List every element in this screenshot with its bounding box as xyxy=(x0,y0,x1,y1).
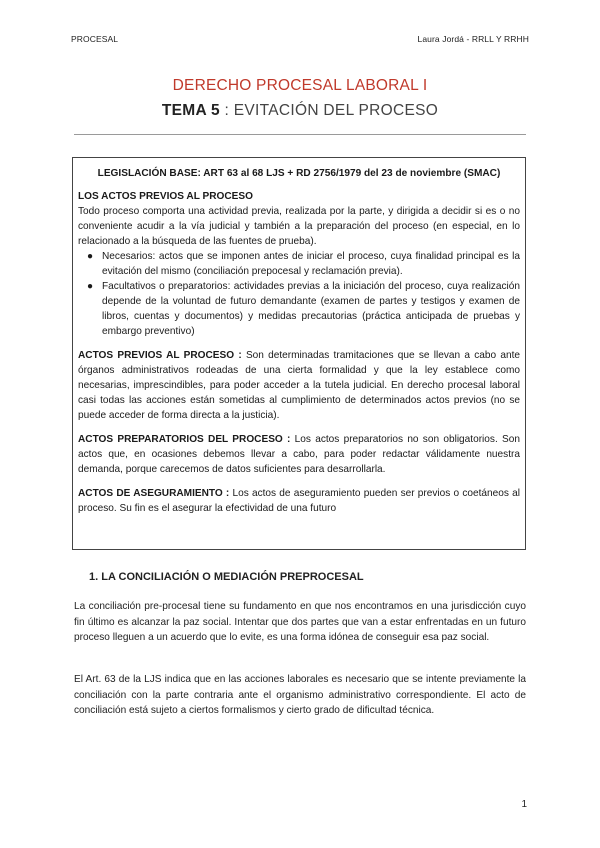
summary-box xyxy=(72,157,526,550)
document-subtitle xyxy=(0,102,600,120)
list-item-text: Facultativos o preparatorios: actividades previas a la iniciación del proceso, cuya realización depende de la voluntad de futuro demandante (examen de partes y testigos y examen de libros, cuentas y documentos) y medidas precautorias (práctica anticipada de pruebas y embargo preventivo) xyxy=(102,281,520,337)
actos-previos-heading: LOS ACTOS PREVIOS AL PROCESO xyxy=(78,191,253,202)
page-number: 1 xyxy=(521,799,527,810)
section-label: ACTOS PREPARATORIOS DEL PROCESO : xyxy=(78,434,291,445)
actos-previos-text: Todo proceso comporta una actividad previa, realizada por la parte, y dirigida a decidir si es o no conveniente acudir a la vía judicial y también a la preparación del proceso (en especial, en lo relacionado a la búsqueda de las fuentes de prueba). xyxy=(78,206,520,247)
legislation-line: LEGISLACIÓN BASE: ART 63 al 68 LJS + RD 2756/1979 del 23 de noviembre (SMAC) xyxy=(97,168,501,179)
subtitle-rest: : EVITACIÓN DEL PROCESO xyxy=(219,102,439,119)
subtitle-tema: TEMA 5 xyxy=(161,102,220,119)
paragraph-2: El Art. 63 de la LJS indica que en las acciones laborales es necesario que se intente previamente la conciliación con la parte contraria ante el organismo administrativo correspondiente. El acto de conciliación está sujeto a ciertos formalismos y cierto grado de dificultad técnica. xyxy=(74,674,526,716)
list-item xyxy=(78,249,520,279)
list-item-text: Necesarios: actos que se imponen antes de iniciar el proceso, cuya finalidad principal es la evitación del mismo (conciliación prepocesal y reclamación previa). xyxy=(102,251,520,277)
paragraph-1: La conciliación pre-procesal tiene su fundamento en que nos encontramos en una jurisdicción cuyo fin último es alcanzar la paz social. Intentar que dos partes que van a estar enfrentadas en un futuro proceso lleguen a un acuerdo que lo evite, es una forma idónea de conseguir esa paz social. xyxy=(74,601,526,643)
header-right: Laura Jordá - RRLL Y RRHH xyxy=(417,34,529,44)
header-left: PROCESAL xyxy=(71,34,119,44)
section-label: ACTOS PREVIOS AL PROCESO : xyxy=(78,350,242,361)
document-title: DERECHO PROCESAL LABORAL I xyxy=(172,77,428,94)
section-actos-preparatorios xyxy=(78,432,520,477)
section-text: Son determinadas tramitaciones que se llevan a cabo ante órganos administrativos rodeadas de una cierta formalidad y que la ley establece como necesarias, imprescindibles, para poder acceder a la tutela judicial. En derecho procesal laboral casi todas las acciones están sometidas al cumplimiento de determinados actos previos (no se puede acceder de forma directa a la justicia). xyxy=(78,350,520,421)
section-actos-previos xyxy=(78,348,520,423)
bullet-icon: ● xyxy=(87,281,94,292)
section-actos-aseguramiento xyxy=(78,486,520,516)
section-label: ACTOS DE ASEGURAMIENTO : xyxy=(78,488,230,499)
section-text: Los actos de aseguramiento pueden ser previos o coetáneos al proceso. Su fin es el asegurar la efectividad de una futuro xyxy=(78,488,520,514)
list-item xyxy=(78,279,520,339)
title-divider xyxy=(74,134,526,135)
section-1-heading: 1. LA CONCILIACIÓN O MEDIACIÓN PREPROCESAL xyxy=(89,571,364,583)
section-text: Los actos preparatorios no son obligatorios. Son actos que, en ocasiones debemos llevar a cabo, para poder redactar válidamente nuestra demanda, porque carecemos de datos suficientes para desarrollarla. xyxy=(78,434,520,475)
bullet-icon: ● xyxy=(87,251,94,262)
